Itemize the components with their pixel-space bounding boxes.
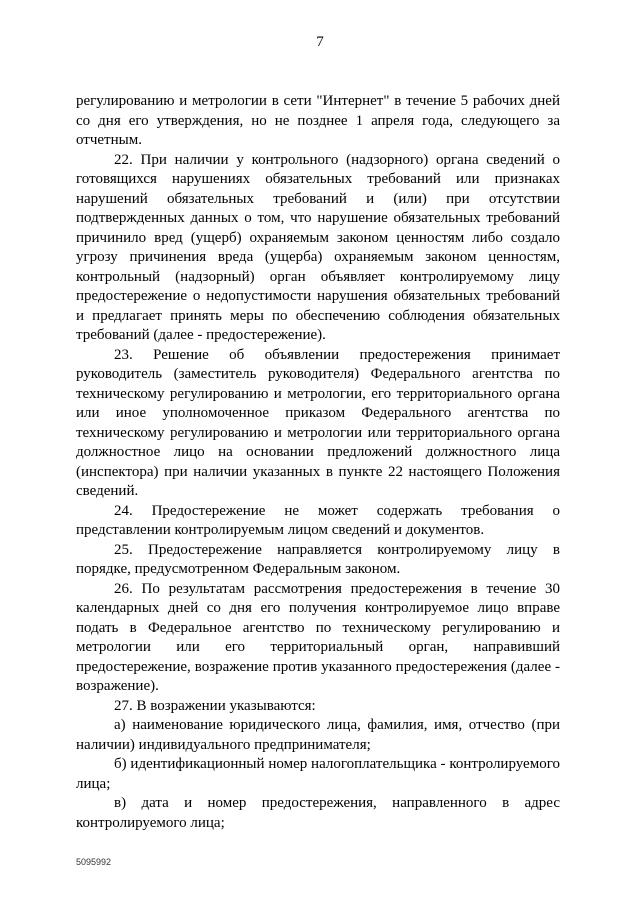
paragraph-25: 25. Предостережение направляется контролируемому лицу в порядке, предусмотренном Федеральным законом. [76, 541, 560, 577]
page-number: 7 [316, 34, 324, 50]
paragraph-27b: б) идентификационный номер налогоплательщика - контролируемого лица; [76, 756, 560, 792]
document-body [76, 92, 560, 833]
paragraph-27: 27. В возражении указываются: [114, 697, 316, 714]
paragraph-27c: в) дата и номер предостережения, направленного в адрес контролируемого лица; [76, 795, 560, 831]
document-code: 5095992 [76, 857, 112, 867]
paragraph-26: 26. По результатам рассмотрения предостережения в течение 30 календарных дней со дня его получения контролируемое лицо вправе подать в Федеральное агентство по техническому регулированию и метрологии или его территориальный орган, направивший предостережение, возражение против указанного предостережения (далее - возражение). [76, 580, 560, 694]
paragraph-22: 22. При наличии у контрольного (надзорного) органа сведений о готовящихся нарушениях обязательных требований или признаках нарушений обязательных требований и (или) при отсутствии подтвержденных данных о том, что нарушение обязательных требований причинило вред (ущерб) охраняемым законом ценностям либо создало угрозу причинения вреда (ущерба) охраняемым законом ценностям, контрольный (надзорный) орган объявляет контролируемому лицу предостережение о недопустимости нарушения обязательных требований и предлагает принять меры по обеспечению соблюдения обязательных требований (далее - предостережение). [76, 151, 560, 343]
paragraph-23: 23. Решение об объявлении предостережения принимает руководитель (заместитель руководителя) Федерального агентства по техническому регулированию и метрологии, его территориального органа или иное уполномоченное приказом Федерального агентства по техническому регулированию и метрологии или территориального органа должностное лицо на основании предложений должностного лица (инспектора) при наличии указанных в пункте 22 настоящего Положения сведений. [76, 346, 560, 499]
paragraph-24: 24. Предостережение не может содержать требования о представлении контролируемым лицом сведений и документов. [76, 502, 560, 538]
paragraph-27a: а) наименование юридического лица, фамилия, имя, отчество (при наличии) индивидуального предпринимателя; [76, 717, 560, 753]
paragraph-continuation: регулированию и метрологии в сети "Интернет" в течение 5 рабочих дней со дня его утверждения, но не позднее 1 апреля года, следующего за отчетным. [76, 93, 560, 148]
